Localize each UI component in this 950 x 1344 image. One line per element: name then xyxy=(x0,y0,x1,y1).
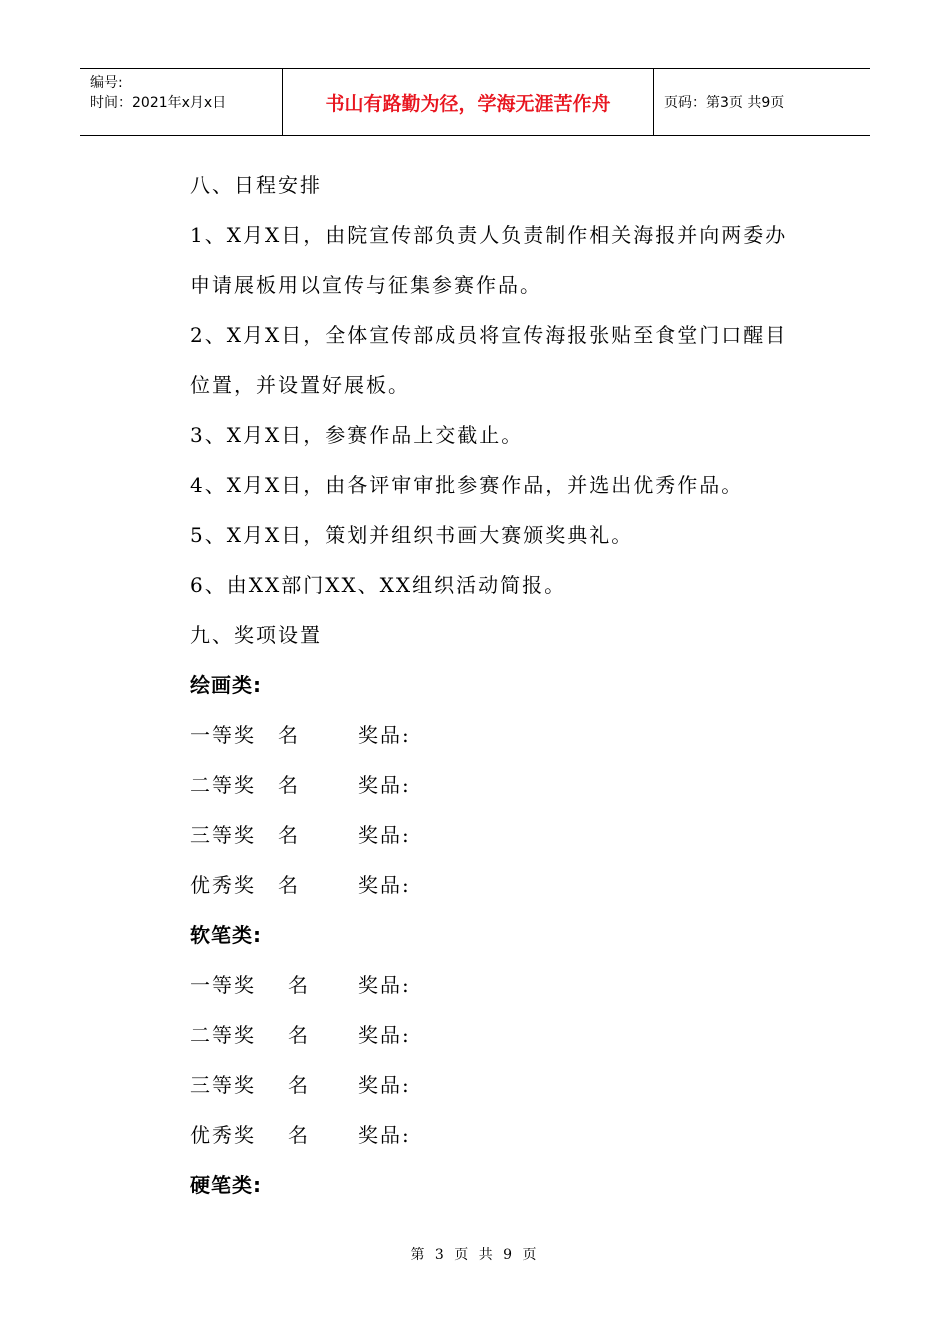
award-row xyxy=(190,760,830,810)
award-unit: 名 xyxy=(288,1123,310,1147)
schedule-line: 位置，并设置好展板。 xyxy=(190,373,410,397)
schedule-line: 3、X月X日，参赛作品上交截止。 xyxy=(190,423,524,447)
award-row xyxy=(190,1010,830,1060)
award-name: 二等奖 xyxy=(190,1023,256,1047)
time-label: 时间：2021年x月x日 xyxy=(90,95,227,111)
document-body xyxy=(190,160,830,1210)
award-unit: 名 xyxy=(278,823,300,847)
award-name: 优秀奖 xyxy=(190,1123,256,1147)
schedule-line: 2、X月X日，全体宣传部成员将宣传海报张贴至食堂门口醒目 xyxy=(190,323,788,347)
award-prize: 奖品: xyxy=(358,973,411,997)
header-page-info: 页码：第3页 共9页 xyxy=(664,95,785,111)
award-prize: 奖品: xyxy=(358,723,411,747)
schedule-line: 4、X月X日，由各评审审批参赛作品，并选出优秀作品。 xyxy=(190,473,744,497)
award-row xyxy=(190,860,830,910)
header-meta xyxy=(80,69,282,135)
award-prize: 奖品: xyxy=(358,1123,411,1147)
award-unit: 名 xyxy=(278,723,300,747)
award-prize: 奖品: xyxy=(358,873,411,897)
award-unit: 名 xyxy=(288,1023,310,1047)
awards-heading: 九、奖项设置 xyxy=(190,623,322,647)
award-name: 优秀奖 xyxy=(190,873,256,897)
award-row xyxy=(190,960,830,1010)
award-unit: 名 xyxy=(288,1073,310,1097)
award-name: 二等奖 xyxy=(190,773,256,797)
award-row xyxy=(190,810,830,860)
award-row xyxy=(190,710,830,760)
award-unit: 名 xyxy=(288,973,310,997)
number-label: 编号: xyxy=(90,75,123,91)
award-name: 一等奖 xyxy=(190,973,256,997)
page-footer: 第 3 页 共 9 页 xyxy=(410,1247,540,1263)
award-unit: 名 xyxy=(278,773,300,797)
pen-category-title: 硬笔类: xyxy=(190,1173,262,1197)
schedule-line: 申请展板用以宣传与征集参赛作品。 xyxy=(190,273,542,297)
award-name: 三等奖 xyxy=(190,823,256,847)
schedule-heading: 八、日程安排 xyxy=(190,173,322,197)
award-prize: 奖品: xyxy=(358,773,411,797)
award-name: 三等奖 xyxy=(190,1073,256,1097)
award-prize: 奖品: xyxy=(358,823,411,847)
schedule-line: 6、由XX部门XX、XX组织活动简报。 xyxy=(190,573,567,597)
header-motto: 书山有路勤为径，学海无涯苦作舟 xyxy=(282,69,654,135)
award-name: 一等奖 xyxy=(190,723,256,747)
document-header xyxy=(80,68,870,136)
award-prize: 奖品: xyxy=(358,1023,411,1047)
award-unit: 名 xyxy=(278,873,300,897)
award-row xyxy=(190,1110,830,1160)
award-prize: 奖品: xyxy=(358,1073,411,1097)
award-row xyxy=(190,1060,830,1110)
schedule-line: 5、X月X日，策划并组织书画大赛颁奖典礼。 xyxy=(190,523,634,547)
brush-category-title: 软笔类: xyxy=(190,923,262,947)
schedule-line: 1、X月X日，由院宣传部负责人负责制作相关海报并向两委办 xyxy=(190,223,788,247)
painting-category-title: 绘画类: xyxy=(190,673,262,697)
